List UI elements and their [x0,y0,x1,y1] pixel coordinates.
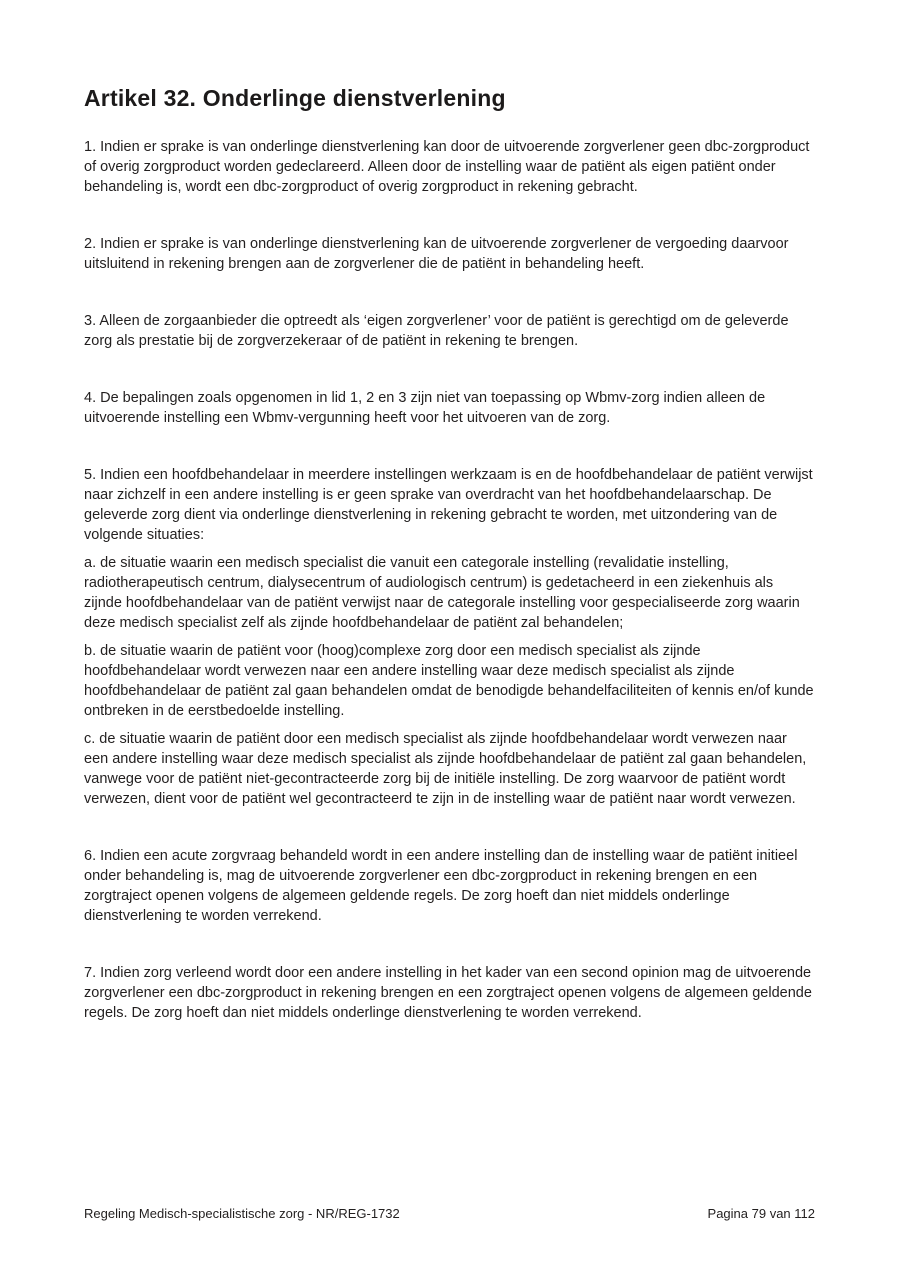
page-title: Artikel 32. Onderlinge dienstverlening [84,85,506,111]
paragraph-lid-4: 4. De bepalingen zoals opgenomen in lid 1, 2 en 3 zijn niet van toepassing op Wbmv-zorg indien alleen de uitvoerende instelling een Wbmv-vergunning heeft voor het uitvoeren van de zorg. [84,390,766,426]
paragraph-lid-2: 2. Indien er sprake is van onderlinge dienstverlening kan de uitvoerende zorgverlener de vergoeding daarvoor uitsluitend in rekening brengen aan de zorgverlener die de patiënt in behandeling heeft. [84,236,789,272]
footer-page-number: Pagina 79 van 112 [707,1206,815,1221]
footer-document-name: Regeling Medisch-specialistische zorg - NR/REG-1732 [84,1206,400,1221]
paragraph-lid-1: 1. Indien er sprake is van onderlinge dienstverlening kan door de uitvoerende zorgverlener geen dbc-zorgproduct of overig zorgproduct worden gedeclareerd. Alleen door de instelling waar de patiënt als eigen patiënt onder behandeling is, wordt een dbc-zorgproduct of overig zorgproduct in rekening gebracht. [84,139,810,195]
paragraph-lid-5-sub-c: c. de situatie waarin de patiënt door een medisch specialist als zijnde hoofdbehandelaar wordt verwezen naar een andere instelling waar deze medisch specialist als zijnde hoofdbehandelaar de patiënt zal gaan behandelen, vanwege voor de patiënt niet-gecontracteerde zorg bij de initiële instelling. De zorg waarvoor de patiënt wordt verwezen, dient voor de patiënt wel gecontracteerd te zijn in de instelling waar de patiënt naar wordt verwezen. [84,731,807,807]
paragraph-lid-5: 5. Indien een hoofdbehandelaar in meerdere instellingen werkzaam is en de hoofdbehandelaar de patiënt verwijst naar zichzelf in een andere instelling is er geen sprake van overdracht van het hoofdbehandelaarschap. De geleverde zorg dient via onderlinge dienstverlening in rekening gebracht te worden, met uitzondering van de volgende situaties: [84,467,813,543]
paragraph-lid-5-sub-b: b. de situatie waarin de patiënt voor (hoog)complexe zorg door een medisch specialist als zijnde hoofdbehandelaar wordt verwezen naar een andere instelling waar deze medisch specialist als zijnde hoofdbehandelaar de patiënt zal gaan behandelen omdat de benodigde behandelfaciliteiten of kennis en/of kunde ontbreken in de eerstbedoelde instelling. [84,643,814,719]
paragraph-lid-3: 3. Alleen de zorgaanbieder die optreedt als ‘eigen zorgverlener’ voor de patiënt is gerechtigd om de geleverde zorg als prestatie bij de zorgverzekeraar of de patiënt in rekening te brengen. [84,313,789,349]
paragraph-lid-7: 7. Indien zorg verleend wordt door een andere instelling in het kader van een second opinion mag de uitvoerende zorgverlener een dbc-zorgproduct in rekening brengen en een zorgtraject openen volgens de algemeen geldende regels. De zorg hoeft dan niet middels onderlinge dienstverlening te worden verrekend. [84,965,812,1021]
page-footer [84,1206,815,1222]
paragraph-lid-5-sub-a: a. de situatie waarin een medisch specialist die vanuit een categorale instelling (revalidatie instelling, radiotherapeutisch centrum, dialysecentrum of audiologisch centrum) is gedetacheerd in een ziekenhuis als zijnde hoofdbehandelaar van de patiënt verwijst naar de categorale instelling voor gespecialiseerde zorg waarin deze medisch specialist zelf als zijnde hoofdbehandelaar de patiënt zal behandelen; [84,555,800,631]
paragraph-lid-6: 6. Indien een acute zorgvraag behandeld wordt in een andere instelling dan de instelling waar de patiënt initieel onder behandeling is, mag de uitvoerende zorgverlener een dbc-zorgproduct in rekening brengen en een zorgtraject openen volgens de algemeen geldende regels. De zorg hoeft dan niet middels onderlinge dienstverlening te worden verrekend. [84,848,798,924]
